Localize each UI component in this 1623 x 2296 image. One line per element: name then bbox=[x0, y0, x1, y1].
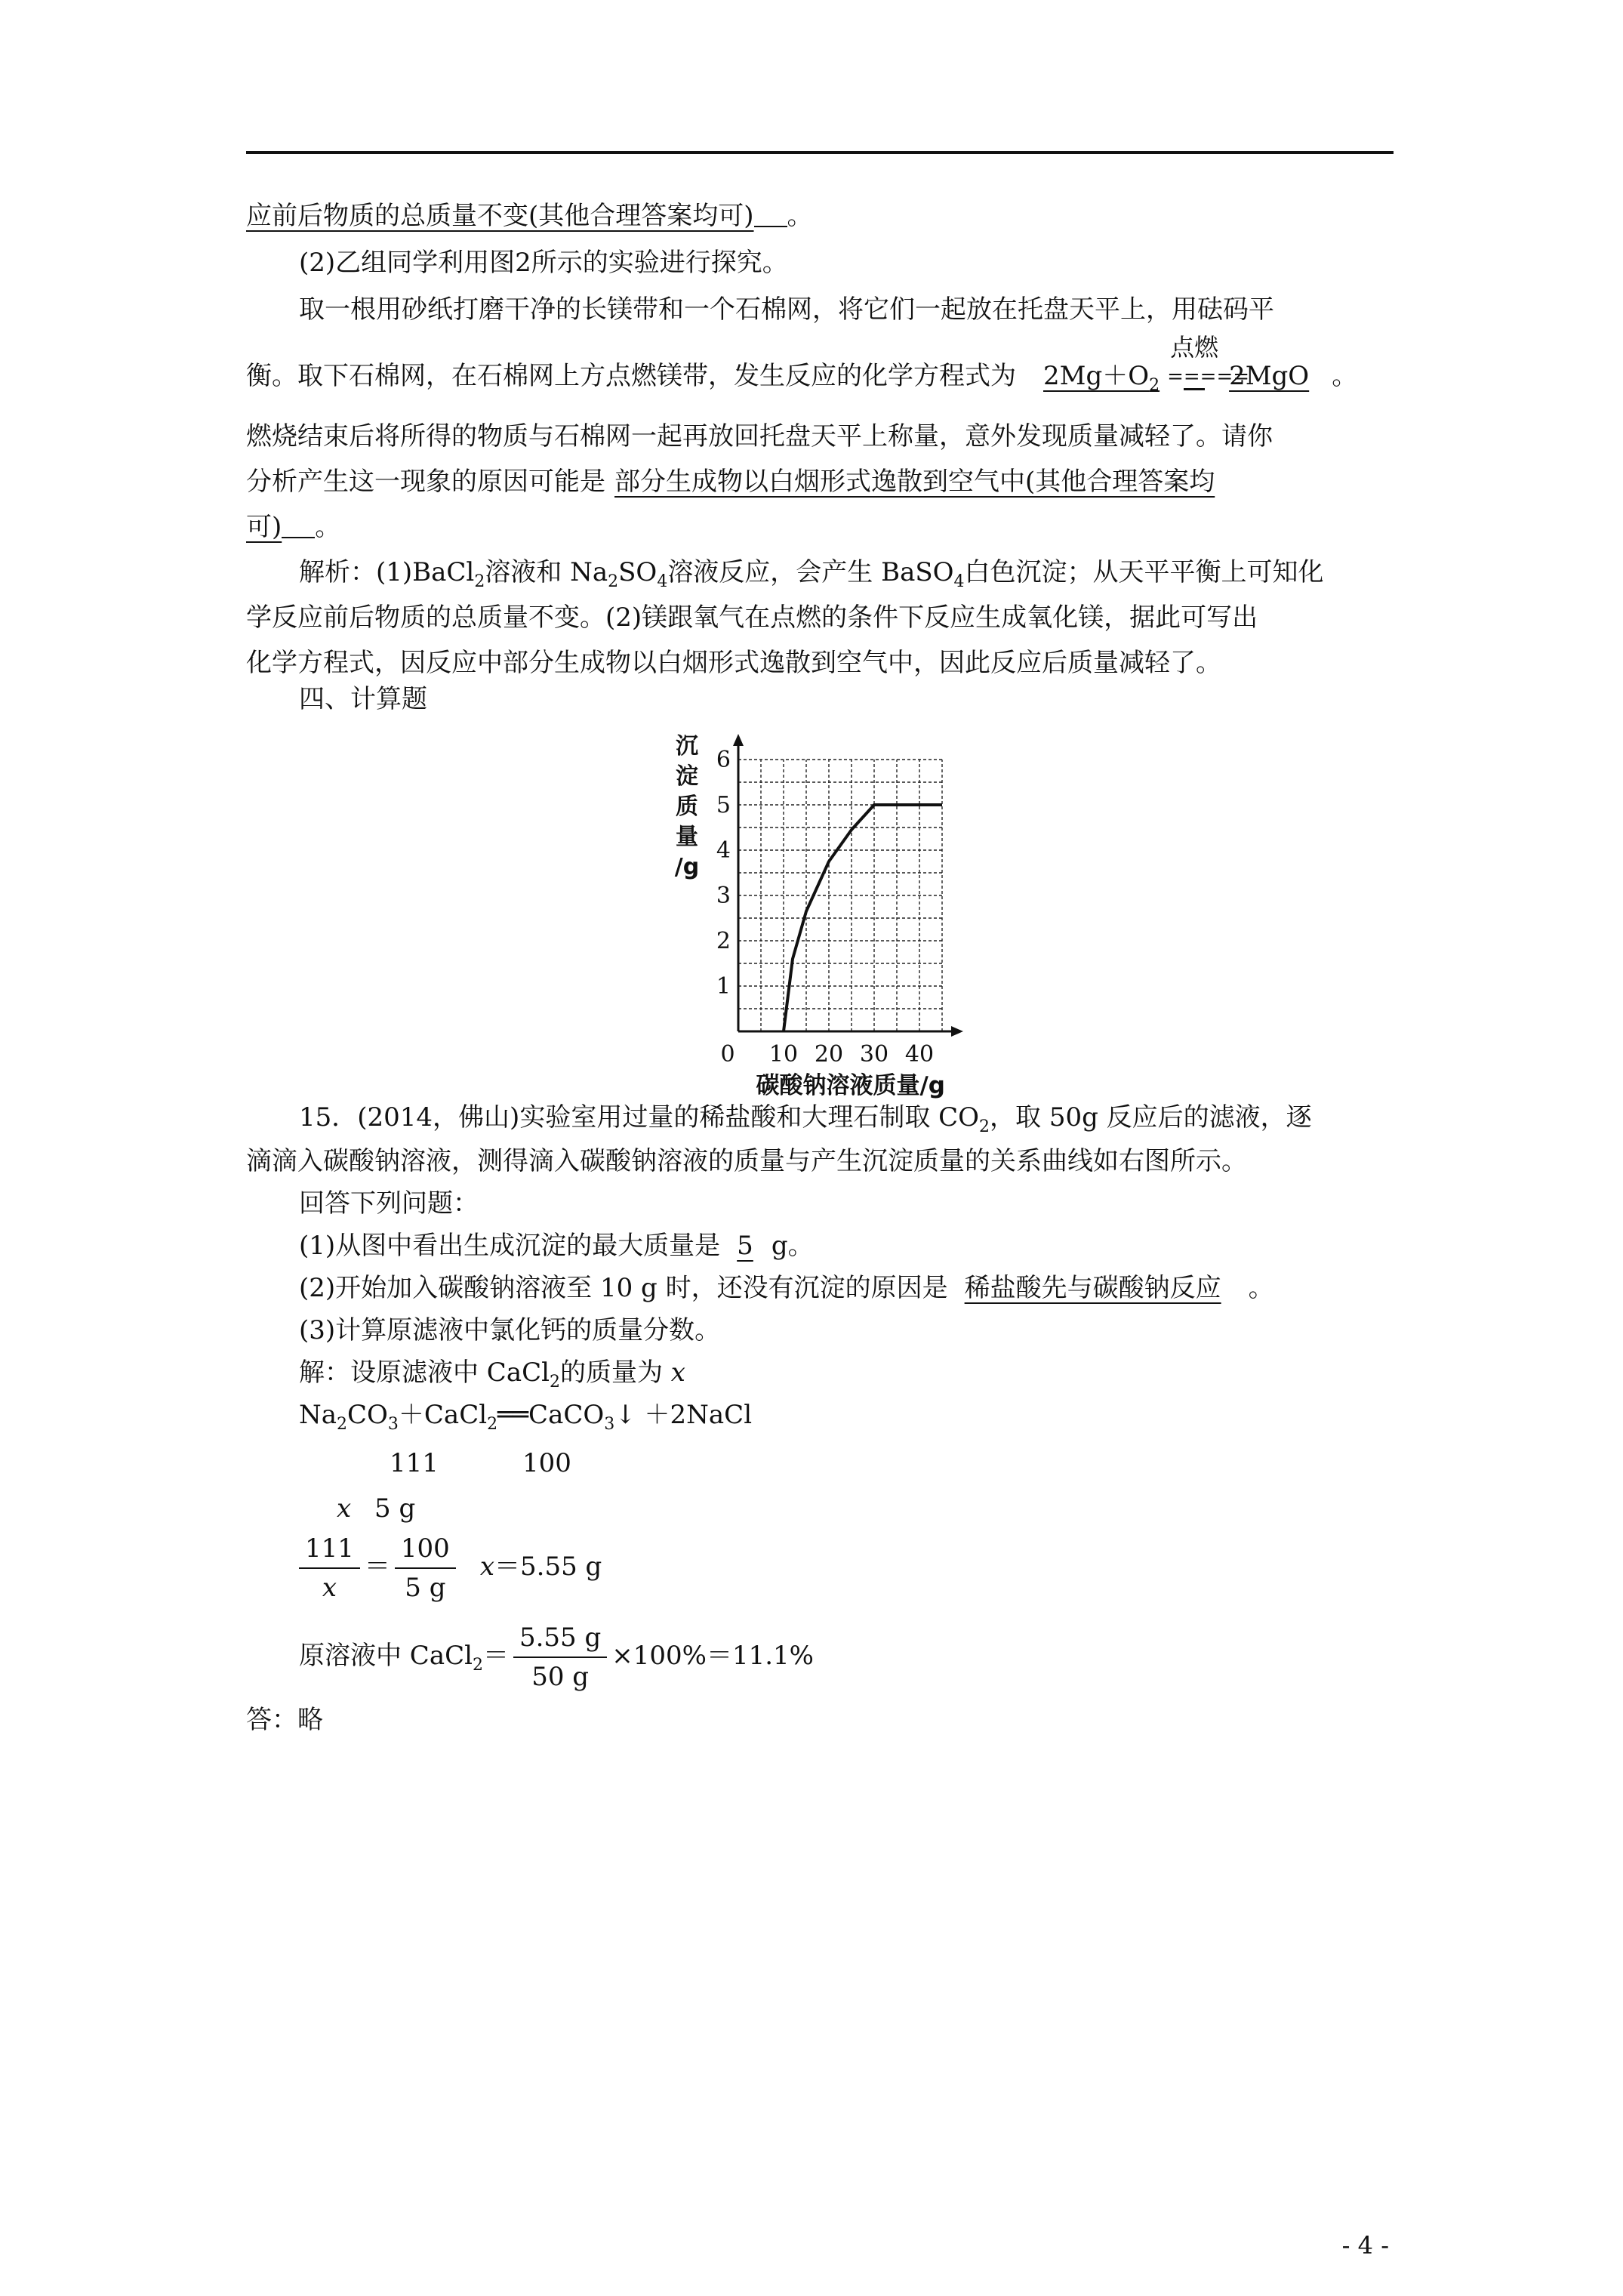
mass-5g: 5 g bbox=[374, 1493, 416, 1524]
molar-mass-100: 100 bbox=[522, 1448, 571, 1478]
answer-underlined: 应前后物质的总质量不变(其他合理答案均可) bbox=[246, 201, 754, 231]
subquestion-3: (3)计算原滤液中氯化钙的质量分数。 bbox=[299, 1315, 721, 1345]
question-15-line-1: 15．(2014，佛山)实验室用过量的稀盐酸和大理石制取 $CO_2$，取 50g 反应后的滤液，逐 bbox=[299, 1102, 1312, 1136]
proportion-equation: $\frac{111}{x}$ ＝ $\frac{100}{5 g}$ x＝5.55 g bbox=[299, 1530, 602, 1607]
header-rule bbox=[246, 151, 1394, 154]
reaction-condition-mark: 点燃 ===== bbox=[1167, 361, 1221, 394]
y-axis-label: 质 bbox=[676, 794, 698, 820]
y-axis-arrow bbox=[733, 734, 744, 746]
page-number: - 4 - bbox=[1341, 2231, 1389, 2260]
y-axis-label: 淀 bbox=[676, 763, 698, 790]
y-tick-label: 5 bbox=[716, 792, 731, 818]
y-tick-label: 3 bbox=[716, 883, 731, 909]
paragraph-line-5: 燃烧结束后将所得的物质与石棉网一起再放回托盘天平上称量，意外发现质量减轻了。请你 bbox=[246, 421, 1273, 451]
precipitate-mass-chart bbox=[664, 731, 996, 1099]
y-tick-label: 4 bbox=[716, 837, 731, 864]
x-axis-arrow bbox=[951, 1026, 963, 1037]
reaction-condition: 点燃 bbox=[1170, 333, 1219, 362]
question-15-line-2: 滴滴入碳酸钠溶液，测得滴入碳酸钠溶液的质量与产生沉淀质量的关系曲线如右图所示。 bbox=[246, 1146, 1247, 1176]
paragraph-line-2: (2)乙组同学利用图2所示的实验进行探究。 bbox=[299, 248, 788, 278]
subquestion-1: (1)从图中看出生成沉淀的最大质量是 5 g。 bbox=[299, 1231, 814, 1261]
x-axis-label: 碳酸钠溶液质量/g bbox=[756, 1072, 945, 1099]
answer-line-1 bbox=[246, 199, 813, 233]
y-axis-label: /g bbox=[674, 854, 700, 880]
final-answer: 答：略 bbox=[246, 1705, 323, 1735]
molar-mass-111: 111 bbox=[390, 1448, 439, 1478]
analysis-line-3: 化学方程式，因反应中部分生成物以白烟形式逸散到空气中，因此反应后质量减轻了。 bbox=[246, 648, 1221, 678]
equation-prefix: 衡。取下石棉网，在石棉网上方点燃镁带，发生反应的化学方程式为 bbox=[246, 361, 1016, 391]
max-mass-answer: 5 bbox=[737, 1231, 753, 1261]
paragraph-line-3: 取一根用砂纸打磨干净的长镁带和一个石棉网，将它们一起放在托盘天平上，用砝码平 bbox=[299, 294, 1274, 325]
answer-blank bbox=[754, 203, 787, 227]
reason-no-precipitate: 稀盐酸先与碳酸钠反应 bbox=[964, 1273, 1221, 1303]
section-heading: 四、计算题 bbox=[299, 684, 427, 714]
y-axis-label: 沉 bbox=[676, 733, 698, 760]
equation-line: 衡。取下石棉网，在石棉网上方点燃镁带，发生反应的化学方程式为 $2Mg+O_2$ 点燃 ===== 2MgO 。 bbox=[246, 359, 1357, 394]
analysis-line-2: 学反应前后物质的总质量不变。(2)镁跟氧气在点燃的条件下反应生成氧化镁，据此可写出 bbox=[246, 603, 1258, 633]
x-tick-label: 10 bbox=[768, 1041, 799, 1068]
mass-fraction-equation: 原溶液中 CaCl$_2$＝ $\frac{5.55 g}{50 g}$ ×100%＝11.1% bbox=[299, 1619, 814, 1696]
x-tick-label: 40 bbox=[904, 1041, 935, 1068]
equation-rhs: 2MgO bbox=[1229, 361, 1310, 391]
paragraph-line-7: 可) 。 bbox=[246, 512, 341, 542]
y-tick-label: 2 bbox=[716, 928, 731, 954]
x-tick-label: 30 bbox=[859, 1041, 889, 1068]
reaction-equation: $Na_2CO_3+CaCl_2══CaCO_3↓$ ＋2NaCl bbox=[299, 1400, 753, 1434]
mass-x: x bbox=[337, 1493, 352, 1524]
question-prompt: 回答下列问题： bbox=[299, 1188, 479, 1219]
y-tick-label: 1 bbox=[716, 973, 731, 1000]
x-tick-label: 0 bbox=[720, 1041, 735, 1068]
x-tick-label: 20 bbox=[814, 1041, 844, 1068]
y-tick-label: 6 bbox=[716, 747, 731, 773]
reason-answer: 部分生成物以白烟形式逸散到空气中(其他合理答案均 bbox=[614, 467, 1215, 497]
subquestion-2: (2)开始加入碳酸钠溶液至 10 g 时，还没有沉淀的原因是 稀盐酸先与碳酸钠反应 。 bbox=[299, 1273, 1274, 1303]
equation-lhs: $2Mg+O_2$ bbox=[1043, 361, 1160, 395]
analysis-line-1: 解析：(1)BaCl$_2$溶液和 $Na_2SO_4$溶液反应，会产生 BaSO$_4$白色沉淀；从天平平衡上可知化 bbox=[299, 557, 1324, 591]
punct: 。 bbox=[787, 201, 813, 231]
y-axis-label: 量 bbox=[676, 824, 698, 850]
paragraph-line-6: 分析产生这一现象的原因可能是 部分生成物以白烟形式逸散到空气中(其他合理答案均 bbox=[246, 467, 1215, 497]
solution-intro: 解：设原滤液中 CaCl$_2$的质量为 x bbox=[299, 1358, 685, 1391]
